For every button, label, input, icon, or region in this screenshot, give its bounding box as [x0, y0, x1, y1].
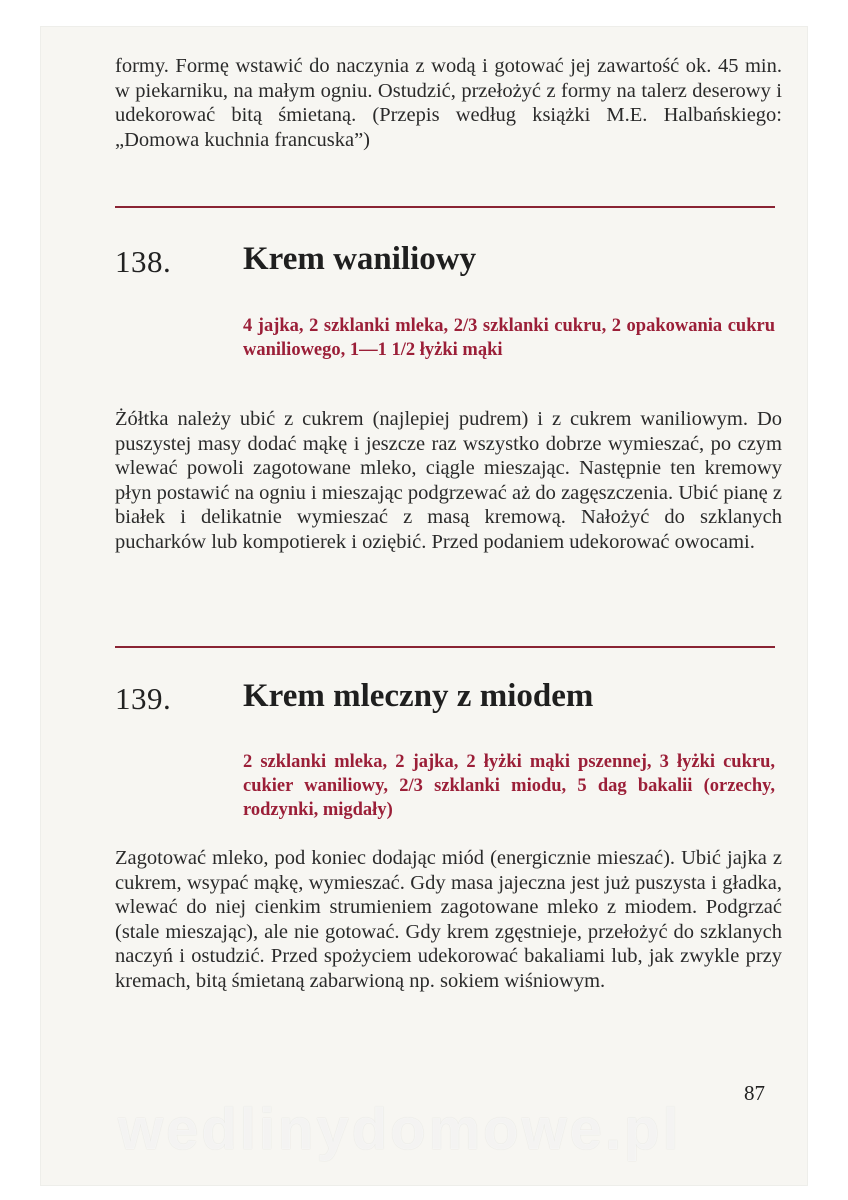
book-page [40, 26, 808, 1186]
recipe-ingredients: 4 jajka, 2 szklanki mleka, 2/3 szklanki cukru, 2 opakowania cukru waniliowego, 1—1 1/2 łyżki mąki [243, 316, 775, 360]
site-watermark: wedlinydomowe.pl [118, 1097, 682, 1162]
recipe-title: Krem waniliowy [243, 241, 477, 277]
recipe-instructions: Żółtka należy ubić z cukrem (najlepiej pudrem) i z cukrem waniliowym. Do puszystej masy dodać mąkę i jeszcze raz wszystko dobrze wymieszać, po czym wlewać powoli zagotowane mleko, ciągle mieszając. Następnie ten kremowy płyn postawić na ogniu i mieszając podgrzewać aż do zagęszczenia. Ubić pianę z białek i delikatnie wymieszać z masą kremową. Nałożyć do szklanych pucharków lub kompotierek i oziębić. Przed podaniem udekorować owocami. [115, 408, 782, 553]
page-number: 87 [744, 1081, 765, 1105]
recipe-number: 138. [115, 244, 172, 279]
recipe-title: Krem mleczny z miodem [243, 678, 594, 714]
intro-paragraph: formy. Formę wstawić do naczynia z wodą i gotować jej zawartość ok. 45 min. w piekarniku, na małym ogniu. Ostudzić, przełożyć z formy na talerz deserowy i udekorować bitą śmietaną. (Przepis według książki M.E. Halbańskiego: „Domowa kuchnia francuska”) [115, 55, 782, 151]
recipe-number: 139. [115, 681, 172, 716]
section-divider [115, 206, 775, 208]
recipe-instructions: Zagotować mleko, pod koniec dodając miód (energicznie mieszać). Ubić jajka z cukrem, wsypać mąkę, wymieszać. Gdy masa jajeczna jest już puszysta i gładka, wlewać do niej cienkim strumieniem zagotowane mleko z miodem. Podgrzać (stale mieszając), ale nie gotować. Gdy krem zgęstnieje, przełożyć do szklanych naczyń i ostudzić. Przed spożyciem udekorować bakaliami lub, jak zwykle przy kremach, bitą śmietaną zabarwioną np. sokiem wiśniowym. [115, 847, 782, 992]
section-divider [115, 646, 775, 648]
recipe-ingredients: 2 szklanki mleka, 2 jajka, 2 łyżki mąki pszennej, 3 łyżki cukru, cukier waniliowy, 2/3 szklanki miodu, 5 dag bakalii (orzechy, rodzynki, migdały) [243, 752, 775, 820]
